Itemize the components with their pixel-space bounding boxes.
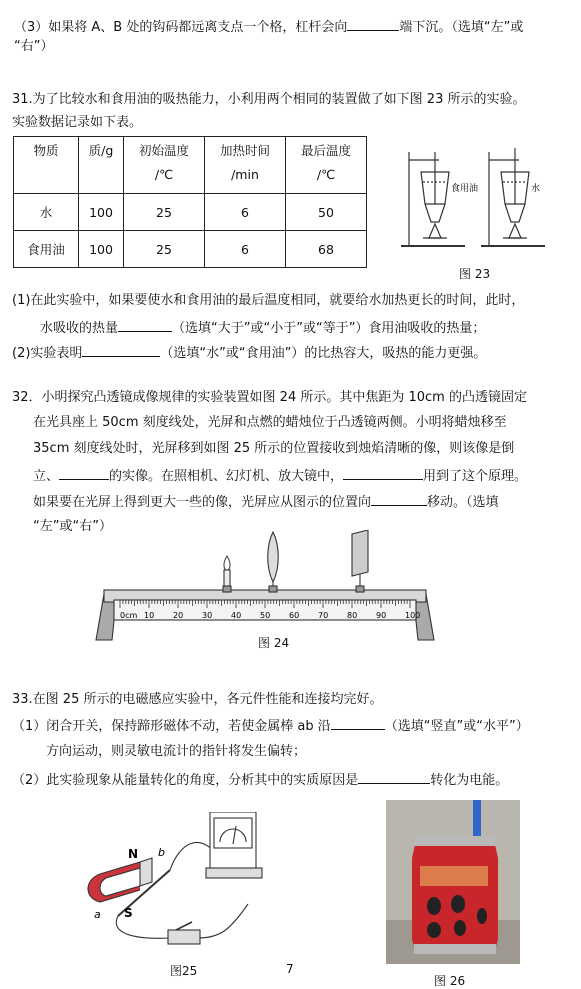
table-cell: 25	[124, 231, 205, 268]
q31-p1-line2: 水吸收的热量 （选填“大于”或“小于”或“等于”）食用油吸收的热量；	[40, 318, 485, 338]
ruler-tick-label: 100	[405, 611, 421, 620]
ruler-tick-label: 70	[318, 611, 329, 620]
ruler-tick-label: 10	[144, 611, 155, 620]
table-header-cell: 物质	[14, 137, 79, 194]
ruler-tick-label: 90	[376, 611, 387, 620]
table-row	[14, 194, 367, 231]
answer-blank[interactable]	[347, 17, 399, 31]
page-number: 7	[286, 962, 294, 976]
table-header-cell: 初始温度 /℃	[124, 137, 205, 194]
ruler-tick-label: 30	[202, 611, 213, 620]
ruler-tick-label: 60	[289, 611, 300, 620]
table-cell: 100	[79, 194, 124, 231]
answer-blank[interactable]	[371, 492, 427, 506]
label-water: 水	[531, 184, 541, 194]
table-cell: 68	[286, 231, 367, 268]
q32-line2: 在光具座上 50cm 刻度线处，光屏和点燃的蜡烛位于凸透镜两侧。小明将蜡烛移至	[33, 415, 507, 430]
figure-25-caption: 图25	[170, 964, 198, 978]
table-cell: 100	[79, 231, 124, 268]
figure-25-induction-circuit	[80, 812, 280, 952]
table-row	[14, 231, 367, 268]
figure-24-caption: 图 24	[258, 636, 290, 650]
q33-p1-line2: 方向运动，则灵敏电流计的指针将发生偏转；	[46, 744, 307, 759]
ruler-tick-label: 80	[347, 611, 358, 620]
ruler-tick-label: 40	[231, 611, 242, 620]
figure-26-caption: 图 26	[434, 974, 466, 988]
answer-blank[interactable]	[59, 466, 109, 480]
q32-line4: 立、 的实像。在照相机、幻灯机、放大镜中， 用到了这个原理。	[33, 466, 527, 486]
magnet-s-label: S	[124, 906, 133, 920]
table-header-cell: 质/g	[79, 137, 124, 194]
table-cell: 食用油	[14, 231, 79, 268]
figure-23-caption: 图 23	[459, 267, 491, 281]
answer-blank[interactable]	[358, 770, 430, 784]
q32-line3: 35cm 刻度线处时，光屏移到如图 25 所示的位置接收到烛焰清晰的像，则该像是倒	[33, 441, 515, 456]
q33-p1-line1: （1）闭合开关，保持蹄形磁体不动，若使金属棒 ab 沿 （选填“竖直”或“水平”）	[12, 716, 529, 736]
q32-line1: 32．小明探究凸透镜成像规律的实验装置如图 24 所示。其中焦距为 10cm 的凸透镜固定	[12, 390, 527, 405]
table-cell: 6	[205, 231, 286, 268]
table-header-cell: 最后温度 /℃	[286, 137, 367, 194]
rod-b-label: b	[158, 846, 165, 859]
figure-26-soda-can-photo	[386, 800, 520, 964]
ruler-unit: 0cm	[120, 611, 138, 620]
q33-intro: 33.在图 25 所示的电磁感应实验中，各元件性能和连接均完好。	[12, 692, 383, 707]
q30-3-line1: （3）如果将 A、B 处的钩码都远离支点一个格，杠杆会向 端下沉。（选填“左”或	[14, 17, 523, 37]
q32-line6: “左”或“右”）	[33, 519, 112, 534]
label-oil: 食用油	[451, 184, 479, 194]
magnet-n-label: N	[128, 847, 139, 861]
q32-line5: 如果要在光屏上得到更大一些的像，光屏应从图示的位置向 移动。（选填	[33, 492, 499, 512]
figure-24-optical-bench	[90, 530, 440, 642]
q33-p2: （2）此实验现象从能量转化的角度，分析其中的实质原因是 转化为电能。	[12, 770, 508, 790]
table-cell: 50	[286, 194, 367, 231]
answer-blank[interactable]	[118, 318, 172, 332]
table-cell: 25	[124, 194, 205, 231]
q31-p1-line1: (1)在此实验中，如果要使水和食用油的最后温度相同，就要给水加热更长的时间，此时，	[12, 293, 525, 308]
table-header-cell: 加热时间 /min	[205, 137, 286, 194]
q31-p2: (2)实验表明 （选填“水”或“食用油”）的比热容大，吸热的能力更强。	[12, 343, 486, 363]
q31-intro2: 实验数据记录如下表。	[12, 115, 143, 130]
table-cell: 水	[14, 194, 79, 231]
answer-blank[interactable]	[331, 716, 385, 730]
answer-blank[interactable]	[343, 466, 423, 480]
q30-3-line2: “右”）	[14, 39, 54, 54]
table-cell: 6	[205, 194, 286, 231]
answer-blank[interactable]	[82, 343, 160, 357]
ruler-tick-label: 50	[260, 611, 271, 620]
ruler-tick-label: 20	[173, 611, 184, 620]
table-header-row	[14, 137, 367, 194]
figure-23-heating-setup	[395, 142, 565, 257]
rod-a-label: a	[94, 908, 101, 921]
q31-intro: 31.为了比较水和食用油的吸热能力，小利用两个相同的装置做了如下图 23 所示的实验。	[12, 92, 526, 107]
experiment-data-table	[13, 136, 367, 268]
